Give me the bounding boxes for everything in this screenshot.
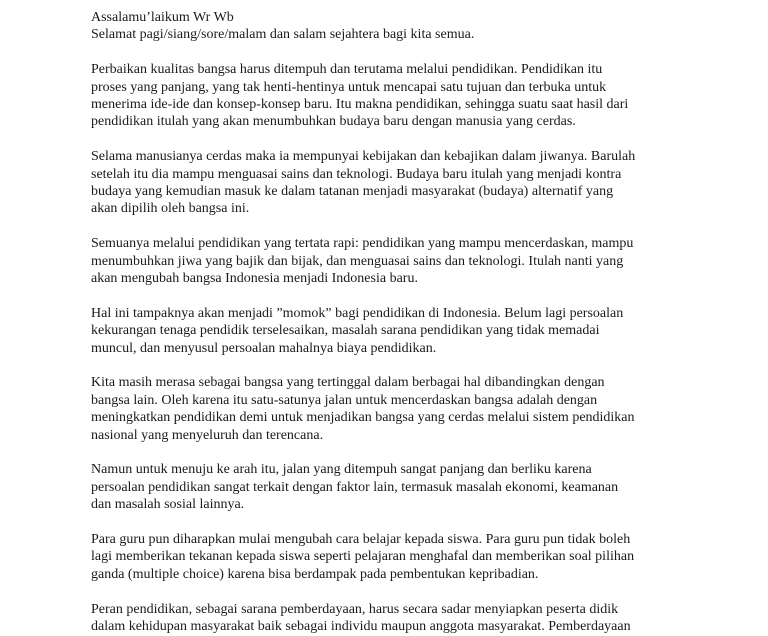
paragraph-line: akan mengubah bangsa Indonesia menjadi Indonesia baru. — [91, 271, 418, 287]
paragraph-line: setelah itu dia mampu menguasai sains dan teknologi. Budaya baru itulah yang menjadi kontra — [91, 166, 622, 182]
greeting-block — [91, 9, 691, 44]
paragraph-line: muncul, dan menyusul persoalan mahalnya biaya pendidikan. — [91, 340, 437, 356]
paragraph-line: Para guru pun diharapkan mulai mengubah cara belajar kepada siswa. Para guru pun tidak boleh — [91, 532, 631, 548]
paragraph-line: Namun untuk menuju ke arah itu, jalan yang ditempuh sangat panjang dan berliku karena — [91, 462, 592, 478]
paragraph — [91, 148, 691, 218]
paragraph-line: dalam kehidupan masyarakat baik sebagai individu maupun anggota masyarakat. Pemberdayaan — [91, 619, 631, 635]
paragraph-line: akan dipilih oleh bangsa ini. — [91, 201, 250, 217]
paragraph — [91, 461, 691, 513]
paragraph-line: menumbuhkan jiwa yang bajik dan bijak, dan menguasai sains dan teknologi. Itulah nanti yang — [91, 253, 624, 269]
paragraph-line: Semuanya melalui pendidikan yang tertata rapi: pendidikan yang mampu mencerdaskan, mampu — [91, 236, 634, 252]
paragraph-line: persoalan pendidikan sangat terkait dengan faktor lain, termasuk masalah ekonomi, keamanan — [91, 479, 619, 495]
paragraph-line: pendidikan itulah yang akan menumbuhkan budaya baru dengan manusia yang cerdas. — [91, 114, 576, 130]
paragraph — [91, 305, 691, 357]
paragraph-line: nasional yang menyeluruh dan terencana. — [91, 427, 324, 443]
paragraph-line: dan masalah sosial lainnya. — [91, 497, 245, 513]
paragraph-line: proses yang panjang, yang tak henti-hentinya untuk mencapai satu tujuan dan terbuka untuk — [91, 79, 607, 95]
paragraph-line: ganda (multiple choice) karena bisa berdampak pada pembentukan kepribadian. — [91, 566, 539, 582]
paragraph-line: Kita masih merasa sebagai bangsa yang tertinggal dalam berbagai hal dibandingkan dengan — [91, 375, 605, 391]
paragraph-line: menerima ide-ide dan konsep-konsep baru. Itu makna pendidikan, sehingga suatu saat hasil dari — [91, 97, 629, 113]
document-page — [91, 0, 691, 636]
paragraph-line: kekurangan tenaga pendidik terselesaikan, masalah sarana pendidikan yang tidak memadai — [91, 323, 600, 339]
greeting-line: Selamat pagi/siang/sore/malam dan salam sejahtera bagi kita semua. — [91, 27, 475, 43]
paragraph-line: lagi memberikan tekanan kepada siswa seperti pelajaran menghafal dan memberikan soal pilihan — [91, 549, 635, 565]
greeting-line: Assalamu’laikum Wr Wb — [91, 10, 234, 25]
paragraph-line: budaya yang kemudian masuk ke dalam tatanan menjadi masyarakat (budaya) alternatif yang — [91, 184, 614, 200]
paragraph-line: Perbaikan kualitas bangsa harus ditempuh dan terutama melalui pendidikan. Pendidikan itu — [91, 62, 603, 78]
paragraph-line: Selama manusianya cerdas maka ia mempunyai kebijakan dan kebajikan dalam jiwanya. Barulah — [91, 149, 636, 165]
paragraph — [91, 601, 691, 636]
paragraph-line: meningkatkan pendidikan demi untuk menjadikan bangsa yang cerdas melalui sistem pendidikan — [91, 410, 635, 426]
paragraph-line: Hal ini tampaknya akan menjadi ”momok” bagi pendidikan di Indonesia. Belum lagi persoalan — [91, 305, 624, 321]
paragraph — [91, 531, 691, 583]
paragraph — [91, 374, 691, 444]
paragraph-line: bangsa lain. Oleh karena itu satu-satunya jalan untuk mencerdaskan bangsa adalah dengan — [91, 392, 598, 408]
paragraph — [91, 235, 691, 287]
paragraph — [91, 61, 691, 131]
paragraph-line: Peran pendidikan, sebagai sarana pemberdayaan, harus secara sadar menyiapkan peserta didik — [91, 601, 619, 617]
